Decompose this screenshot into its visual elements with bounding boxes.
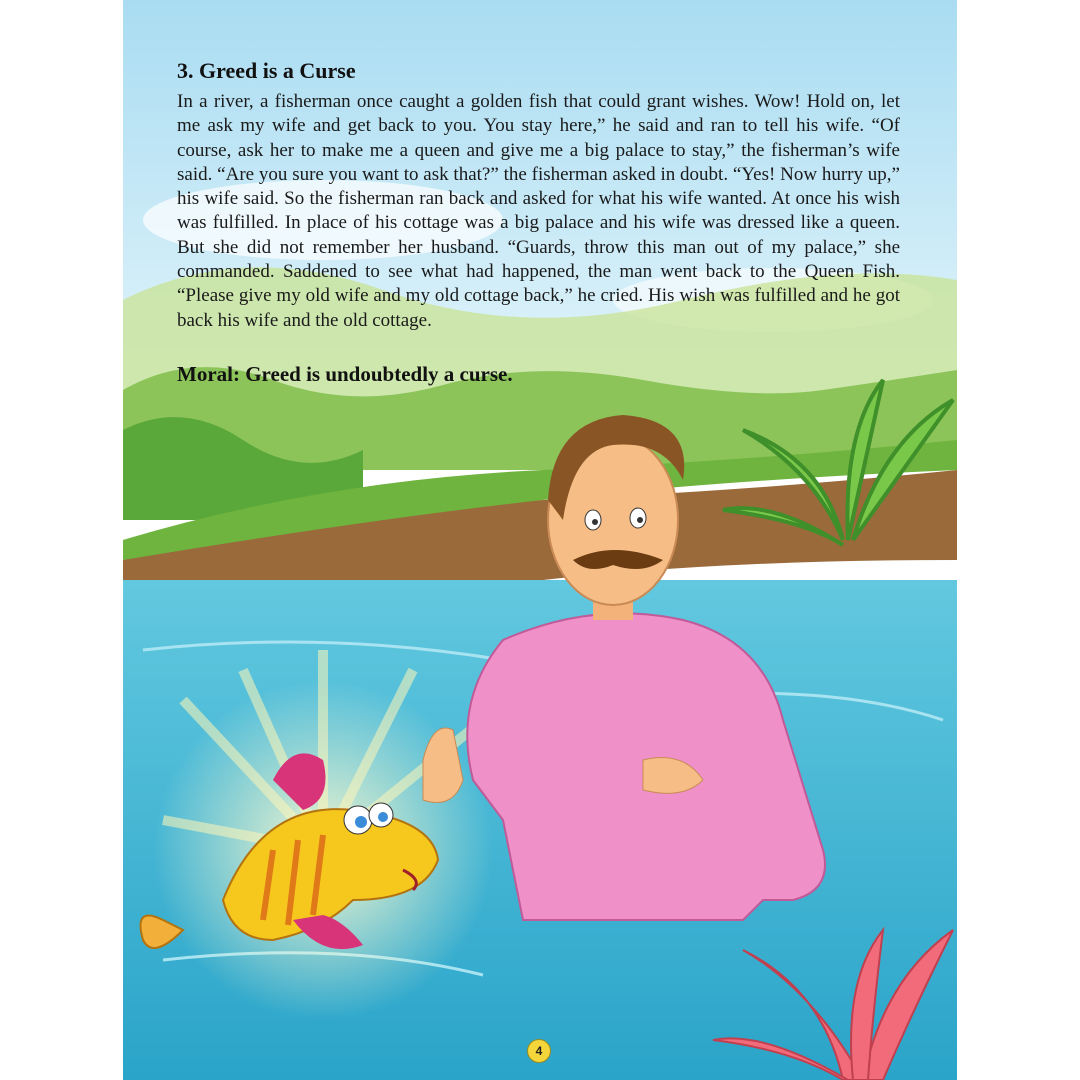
story-moral: Moral: Greed is undoubtedly a curse. — [177, 362, 513, 386]
book-page — [123, 0, 957, 1080]
page-number: 4 — [527, 1039, 551, 1063]
story-title: 3. Greed is a Curse — [177, 58, 356, 83]
story-body: In a river, a fisherman once caught a golden fish that could grant wishes. Wow! Hold on, let me ask my wife and get back to you. You stay here,” he said and ran to tell his wife. “Of course, ask her to make me a queen and give me a big palace to stay,” the fisherman’s wife said. “Are you sure you want to ask that?” the fisherman asked in doubt. “Yes! Now hurry up,” his wife said. So the fisherman ran back and asked for what his wife wanted. At once his wish was fulfilled. In place of his cottage was a big palace and his wife was dressed like a queen. But she did not remember her husband. “Guards, throw this man out of my palace,” she commanded. Saddened to see what had happened, the man went back to the Queen Fish. “Please give my old wife and my old cottage back,” he cried. His wish was fulfilled and he got back his wife and the old cottage. — [177, 91, 900, 331]
